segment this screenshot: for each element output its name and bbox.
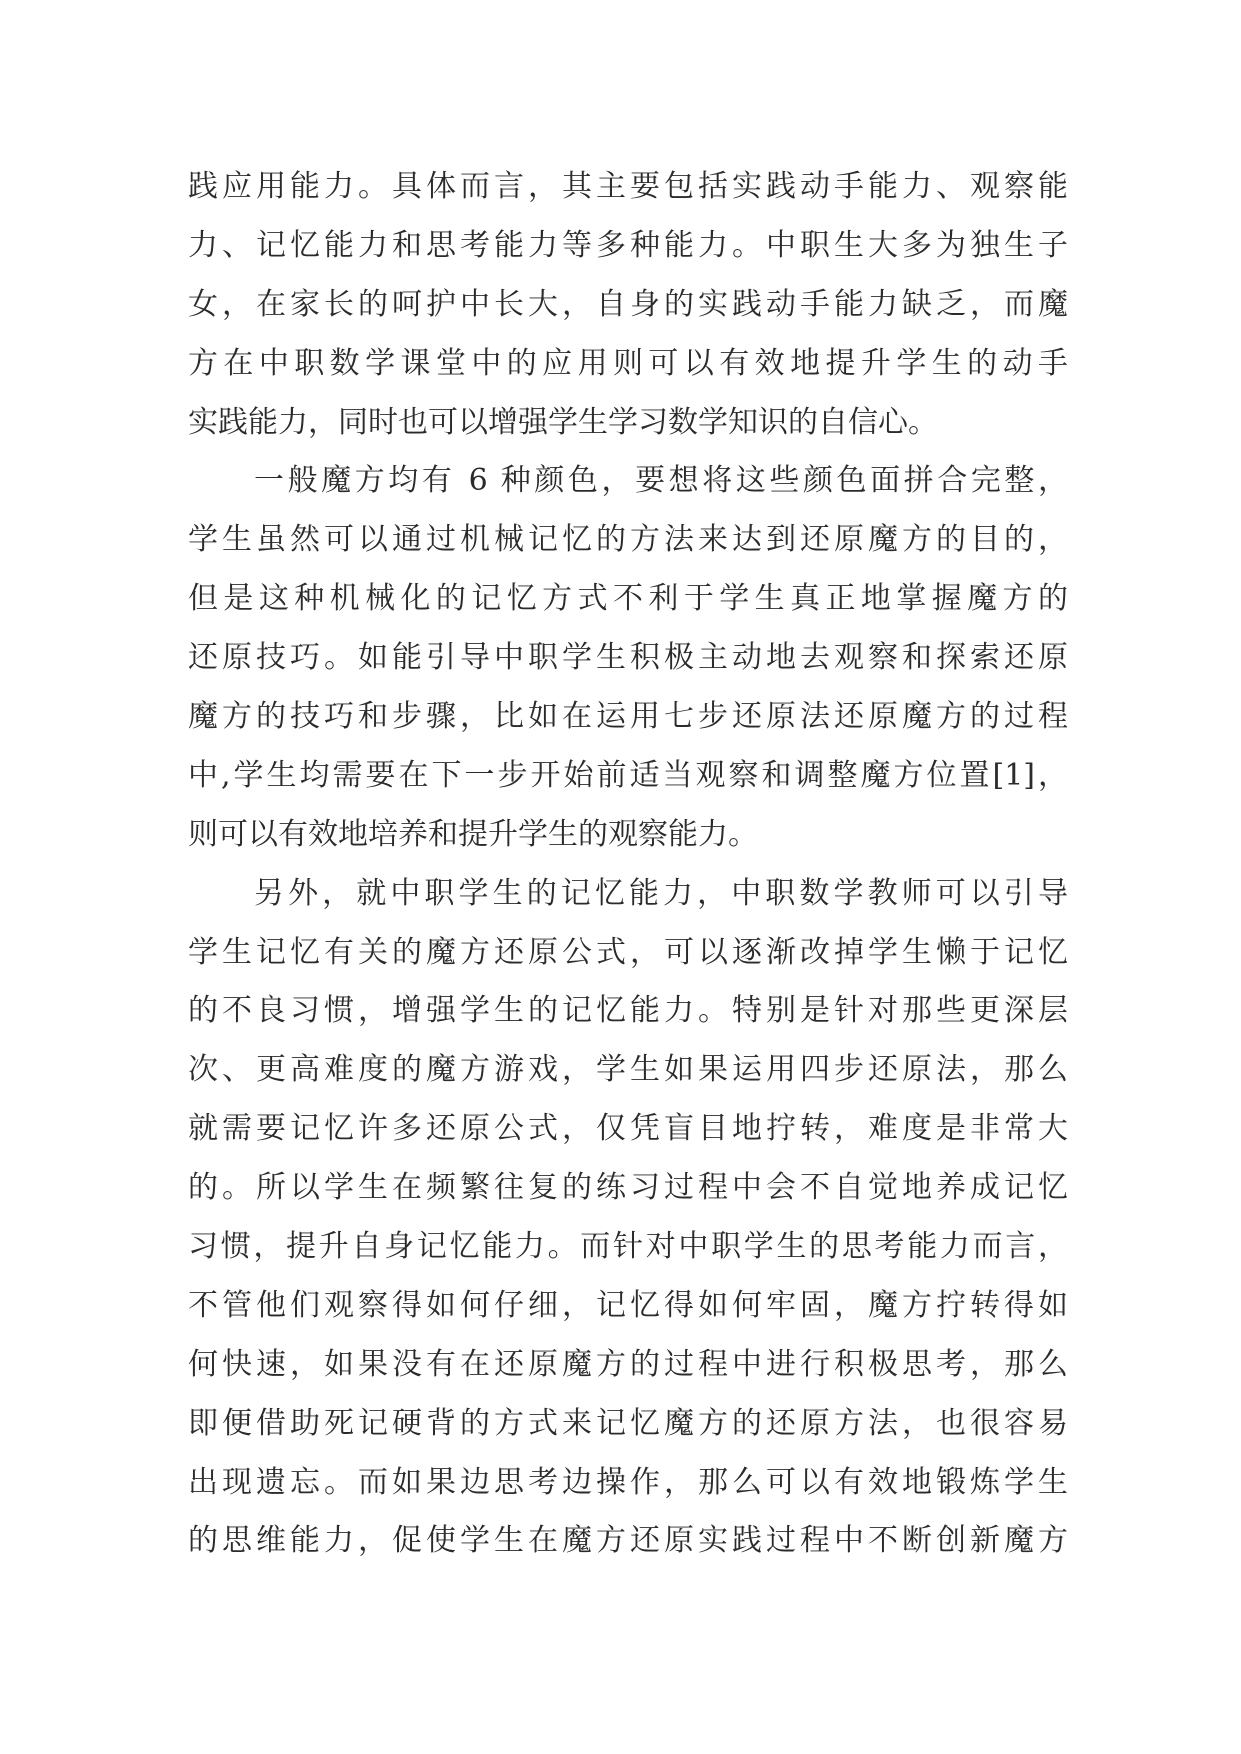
text-line: 的思维能力，促使学生在魔方还原实践过程中不断创新魔方 <box>188 1523 1068 1559</box>
text-line: 女，在家长的呵护中长大，自身的实践动手能力缺乏，而魔 <box>188 286 1068 322</box>
text-line: 方在中职数学课堂中的应用则可以有效地提升学生的动手 <box>188 345 1068 381</box>
text-line: 还原技巧。如能引导中职学生积极主动地去观察和探索还原 <box>188 640 1068 676</box>
text-line: 次、更高难度的魔方游戏，学生如果运用四步还原法，那么 <box>188 1052 1068 1088</box>
text-line: 学生记忆有关的魔方还原公式，可以逐渐改掉学生懒于记忆 <box>188 934 1068 970</box>
text-line: 但是这种机械化的记忆方式不利于学生真正地掌握魔方的 <box>188 581 1068 617</box>
text-line: 另外，就中职学生的记忆能力，中职数学教师可以引导 <box>254 875 1068 911</box>
body-text <box>188 158 1068 1571</box>
text-line: 学生虽然可以通过机械记忆的方法来达到还原魔方的目的， <box>188 522 1068 558</box>
text-line: 的不良习惯，增强学生的记忆能力。特别是针对那些更深层 <box>188 993 1068 1029</box>
text-line: 魔方的技巧和步骤，比如在运用七步还原法还原魔方的过程 <box>188 699 1068 735</box>
text-line: 则可以有效地培养和提升学生的观察能力。 <box>188 816 758 852</box>
text-line: 不管他们观察得如何仔细，记忆得如何牢固，魔方拧转得如 <box>188 1287 1068 1323</box>
text-line: 中,学生均需要在下一步开始前适当观察和调整魔方位置[1]， <box>188 757 1068 793</box>
text-line: 就需要记忆许多还原公式，仅凭盲目地拧转，难度是非常大 <box>188 1111 1068 1147</box>
text-line: 即便借助死记硬背的方式来记忆魔方的还原方法，也很容易 <box>188 1405 1068 1441</box>
text-line: 何快速，如果没有在还原魔方的过程中进行积极思考，那么 <box>188 1346 1068 1382</box>
text-line: 的。所以学生在频繁往复的练习过程中会不自觉地养成记忆 <box>188 1170 1068 1206</box>
text-line: 践应用能力。具体而言，其主要包括实践动手能力、观察能 <box>188 169 1068 204</box>
text-line: 实践能力，同时也可以增强学生学习数学知识的自信心。 <box>188 404 938 440</box>
text-line: 力、记忆能力和思考能力等多种能力。中职生大多为独生子 <box>188 227 1068 263</box>
text-line: 一般魔方均有 6 种颜色，要想将这些颜色面拼合完整， <box>254 463 1068 499</box>
text-line: 出现遗忘。而如果边思考边操作，那么可以有效地锻炼学生 <box>188 1464 1068 1500</box>
text-line: 习惯，提升自身记忆能力。而针对中职学生的思考能力而言， <box>188 1229 1068 1265</box>
